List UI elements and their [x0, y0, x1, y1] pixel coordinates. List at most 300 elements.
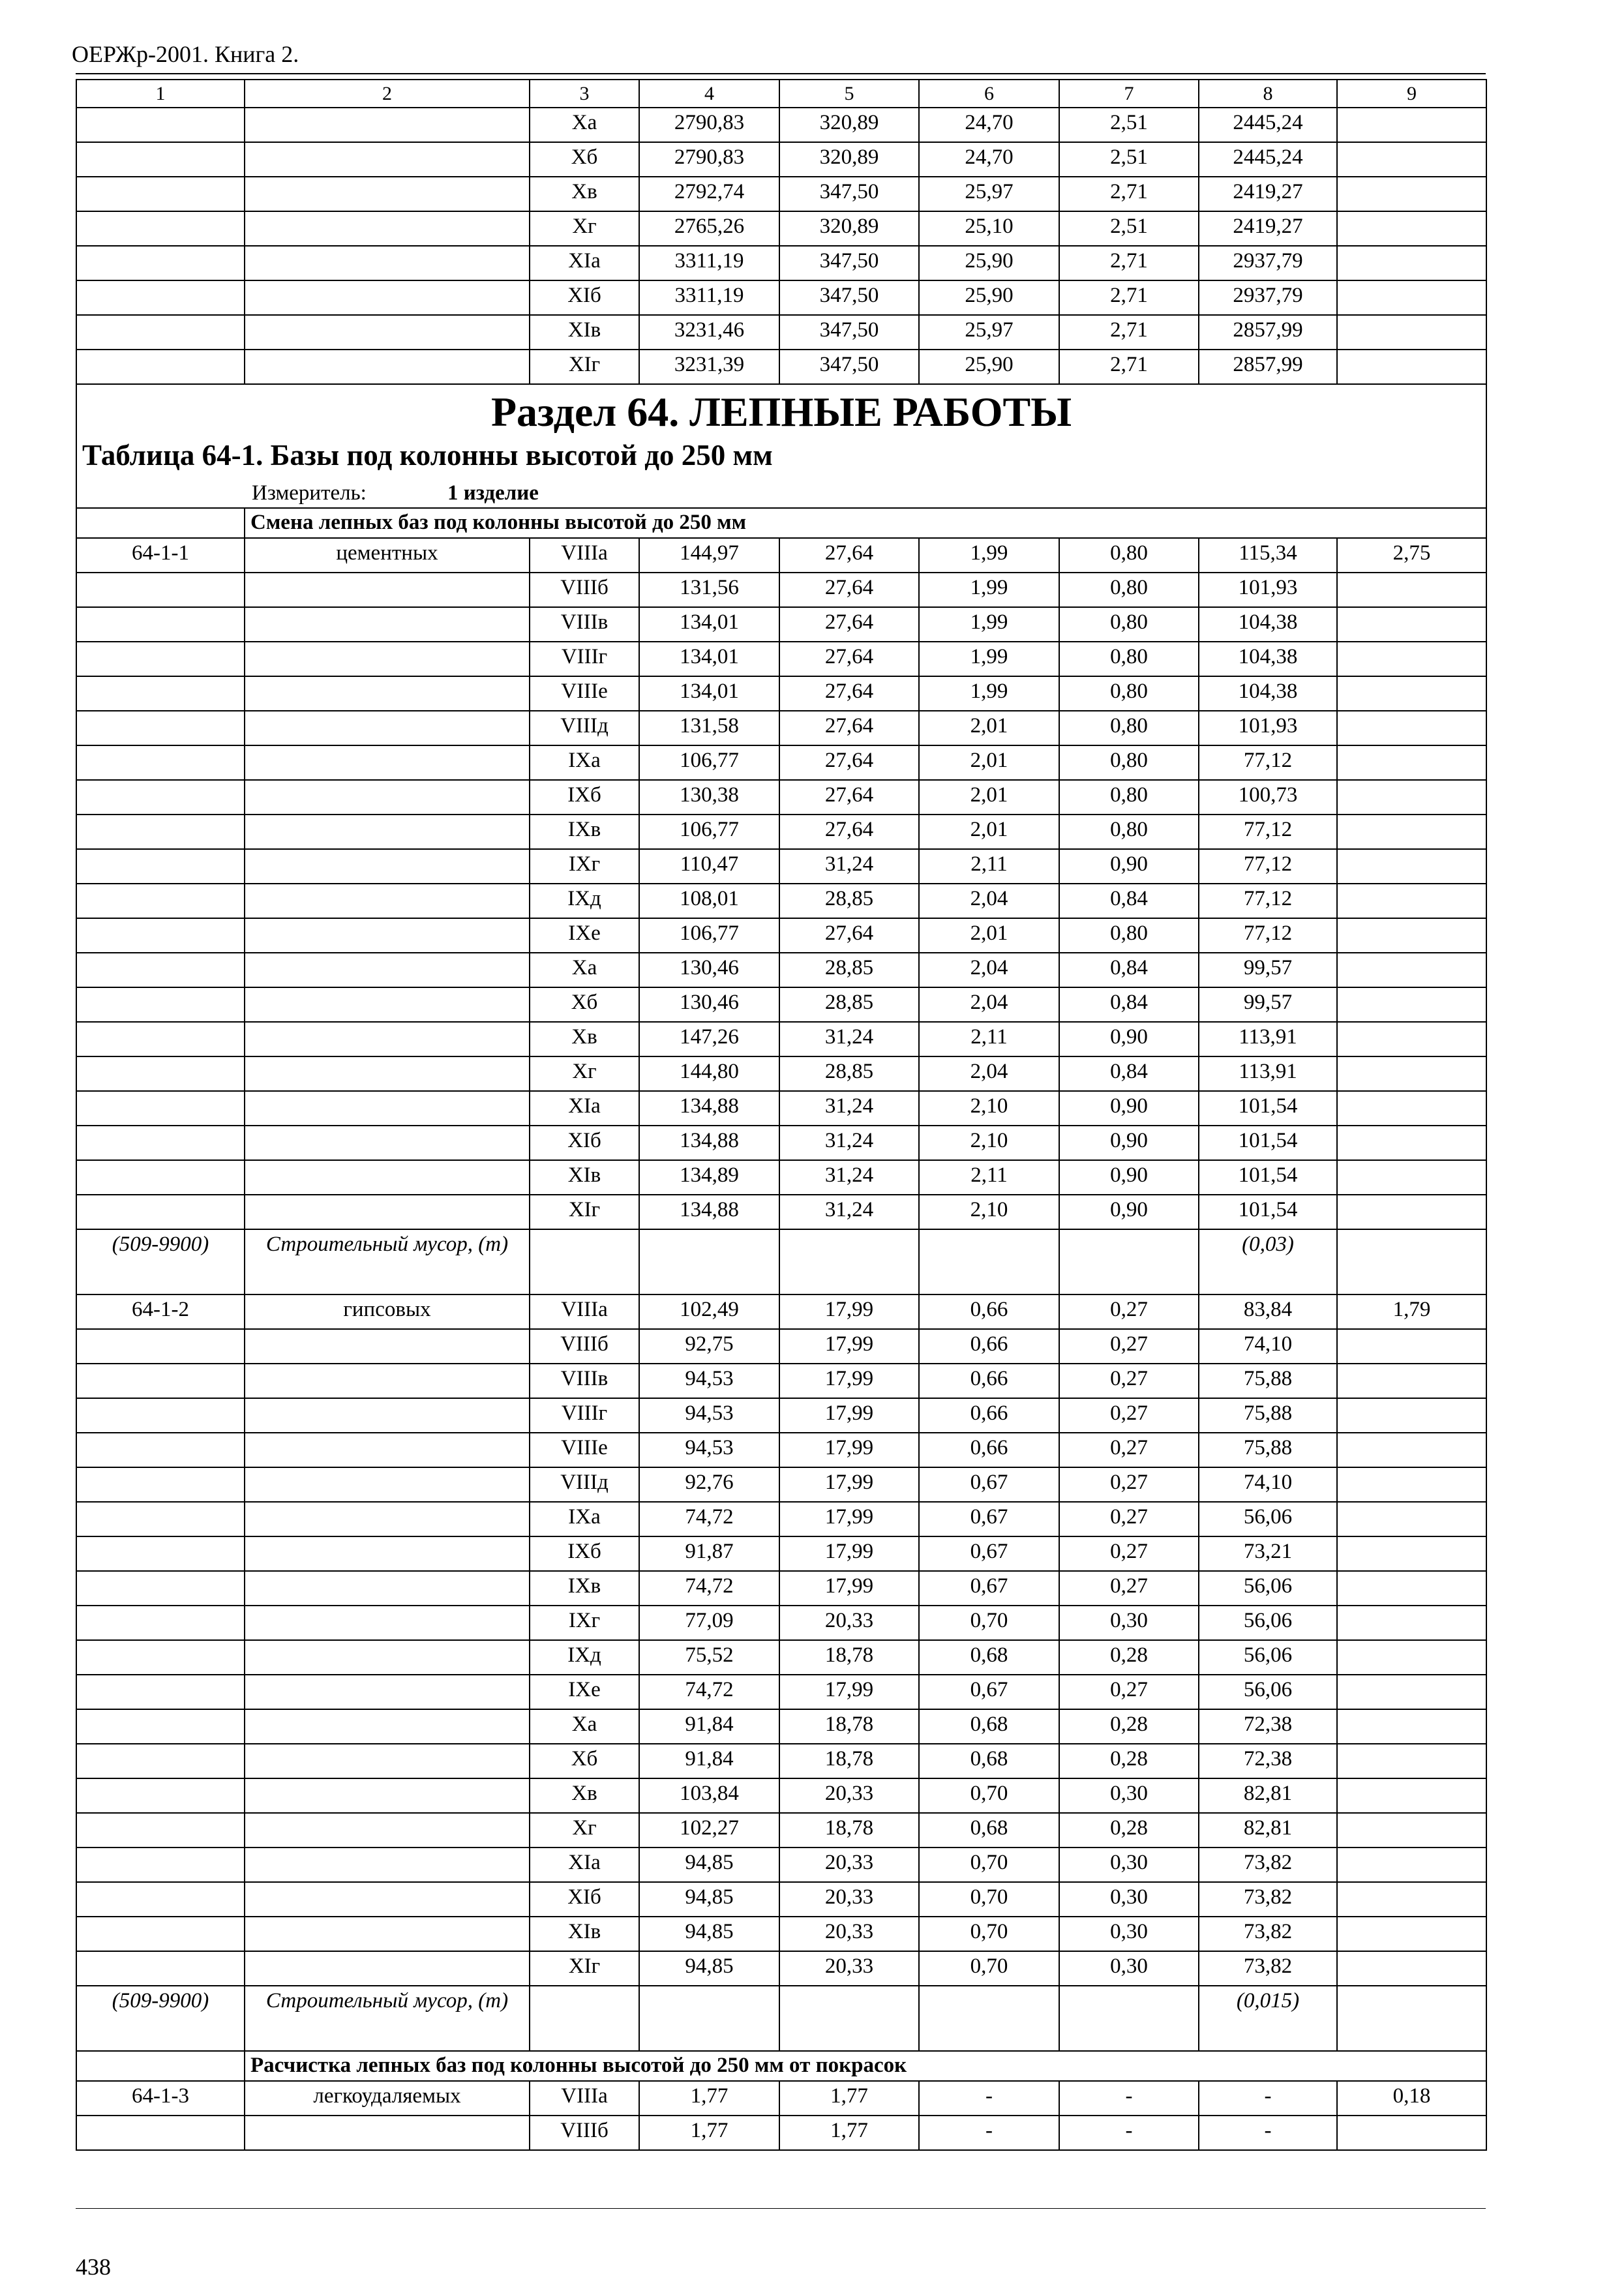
- code-cell: [76, 1502, 245, 1536]
- rate-row: [76, 538, 1486, 573]
- col-5-value: 28,85: [779, 1056, 919, 1091]
- col-5-value: 17,99: [779, 1536, 919, 1571]
- col-9-cell: [1337, 1986, 1486, 2051]
- col-8-value: 77,12: [1199, 884, 1337, 918]
- rate-row: [76, 2116, 1486, 2150]
- class-code: VIIIа: [530, 1294, 639, 1329]
- code-cell: [76, 1778, 245, 1813]
- rate-row: [76, 1536, 1486, 1571]
- class-code: ХIа: [530, 1848, 639, 1882]
- col-7-value: 0,27: [1059, 1467, 1199, 1502]
- col-5-value: 347,50: [779, 177, 919, 211]
- rate-row: [76, 1675, 1486, 1709]
- name-cell: [245, 211, 530, 246]
- name-cell: [245, 745, 530, 780]
- col-6-value: 0,67: [919, 1571, 1059, 1606]
- col-6-value: 2,11: [919, 849, 1059, 884]
- code-cell: [76, 1951, 245, 1986]
- col-5-value: 17,99: [779, 1433, 919, 1467]
- col-9-cell: [1337, 2116, 1486, 2150]
- col-4-value: 144,80: [639, 1056, 779, 1091]
- col-9-cell: [1337, 953, 1486, 987]
- col-5-value: 347,50: [779, 246, 919, 280]
- col-6-value: 0,70: [919, 1882, 1059, 1917]
- col-8-value: 104,38: [1199, 676, 1337, 711]
- rate-name: гипсовых: [245, 1294, 530, 1329]
- col-7-value: 0,80: [1059, 815, 1199, 849]
- class-code: IХв: [530, 1571, 639, 1606]
- col-7-value: 0,90: [1059, 1195, 1199, 1229]
- col-7-value: 0,27: [1059, 1571, 1199, 1606]
- name-cell: [245, 1882, 530, 1917]
- continuation-row: [76, 280, 1486, 315]
- code-cell: [76, 142, 245, 177]
- col-4-value: 134,88: [639, 1195, 779, 1229]
- measure-row: [76, 480, 1486, 508]
- col-7-value: 0,84: [1059, 1056, 1199, 1091]
- col-5-value: 20,33: [779, 1848, 919, 1882]
- col-9-cell: [1337, 211, 1486, 246]
- col-5-value: 20,33: [779, 1951, 919, 1986]
- rate-row: [76, 815, 1486, 849]
- col-9-cell: [1337, 1709, 1486, 1744]
- col-5-value: 1,77: [779, 2081, 919, 2116]
- rate-row: [76, 1022, 1486, 1056]
- col-4-value: 130,38: [639, 780, 779, 815]
- col-7-value: 0,80: [1059, 642, 1199, 676]
- code-cell: [76, 884, 245, 918]
- col-9-cell: [1337, 745, 1486, 780]
- col-6-value: 2,10: [919, 1195, 1059, 1229]
- col-4-value: 2792,74: [639, 177, 779, 211]
- rate-row: [76, 1606, 1486, 1640]
- code-cell: [76, 676, 245, 711]
- col-4-value: 3311,19: [639, 246, 779, 280]
- running-header: ОЕРЖр-2001. Книга 2.: [72, 41, 299, 67]
- rate-code: 64-1-3: [76, 2081, 245, 2116]
- col-5-value: 17,99: [779, 1294, 919, 1329]
- name-cell: [245, 350, 530, 384]
- code-cell: [76, 1126, 245, 1160]
- rate-row: [76, 711, 1486, 745]
- name-cell: [245, 1056, 530, 1091]
- col-4-value: 106,77: [639, 745, 779, 780]
- col-8-value: 75,88: [1199, 1398, 1337, 1433]
- code-cell: [76, 1091, 245, 1126]
- col-4-value: 134,88: [639, 1091, 779, 1126]
- name-cell: [245, 1709, 530, 1744]
- class-code: Хв: [530, 177, 639, 211]
- name-cell: [245, 1364, 530, 1398]
- col-8-value: 99,57: [1199, 953, 1337, 987]
- class-code: IХв: [530, 815, 639, 849]
- name-cell: [245, 1813, 530, 1848]
- measure-value: 1 изделие: [447, 481, 539, 505]
- col-8-value: 77,12: [1199, 849, 1337, 884]
- col-5-value: 17,99: [779, 1675, 919, 1709]
- col-4-value: 147,26: [639, 1022, 779, 1056]
- class-code: IХд: [530, 1640, 639, 1675]
- code-cell: [76, 849, 245, 884]
- code-cell: [76, 1536, 245, 1571]
- rate-row: [76, 1571, 1486, 1606]
- rate-row: [76, 607, 1486, 642]
- col-7-value: 0,80: [1059, 607, 1199, 642]
- col-9-cell: [1337, 918, 1486, 953]
- col-4-value: 134,89: [639, 1160, 779, 1195]
- col-6-value: 2,10: [919, 1126, 1059, 1160]
- col-6-value: 0,68: [919, 1744, 1059, 1778]
- col-7-value: 2,71: [1059, 177, 1199, 211]
- col-9-cell: [1337, 1195, 1486, 1229]
- col-8-value: 73,82: [1199, 1951, 1337, 1986]
- col-9-cell: [1337, 780, 1486, 815]
- class-code: Хб: [530, 142, 639, 177]
- rate-row: [76, 1126, 1486, 1160]
- col-9-cell: [1337, 1640, 1486, 1675]
- col-6-value: 2,10: [919, 1091, 1059, 1126]
- col-4-value: 91,87: [639, 1536, 779, 1571]
- col-7-value: 0,90: [1059, 1091, 1199, 1126]
- name-cell: [245, 1536, 530, 1571]
- col-5-value: 347,50: [779, 350, 919, 384]
- col-5-value: 17,99: [779, 1329, 919, 1364]
- col-9-cell: [1337, 987, 1486, 1022]
- rate-row: [76, 849, 1486, 884]
- col-8-value: 99,57: [1199, 987, 1337, 1022]
- col-9-cell: [1337, 1882, 1486, 1917]
- col-9-cell: [1337, 1951, 1486, 1986]
- col-7-value: 0,30: [1059, 1778, 1199, 1813]
- continuation-row: [76, 350, 1486, 384]
- class-code: IХа: [530, 1502, 639, 1536]
- col-5-value: 31,24: [779, 849, 919, 884]
- col-8-value: 101,54: [1199, 1195, 1337, 1229]
- col-4-value: 92,75: [639, 1329, 779, 1364]
- col-4-value: 108,01: [639, 884, 779, 918]
- code-cell: [76, 1364, 245, 1398]
- col-7-value: 0,27: [1059, 1675, 1199, 1709]
- rate-row: [76, 1329, 1486, 1364]
- col-7-value: 0,30: [1059, 1951, 1199, 1986]
- table-bottom-rule: [76, 2208, 1486, 2209]
- col-7-value: 0,84: [1059, 884, 1199, 918]
- class-code: VIIIд: [530, 711, 639, 745]
- col-9-cell: [1337, 1778, 1486, 1813]
- column-number-row: [76, 80, 1486, 108]
- col-4-value: 103,84: [639, 1778, 779, 1813]
- col-9-cell: [1337, 1606, 1486, 1640]
- col-4-value: 2765,26: [639, 211, 779, 246]
- col-9-cell: [1337, 711, 1486, 745]
- col-6-value: 2,01: [919, 745, 1059, 780]
- col-6-value: -: [919, 2116, 1059, 2150]
- col-5-value: 18,78: [779, 1640, 919, 1675]
- col-5-value: 27,64: [779, 573, 919, 607]
- col-9-cell: [1337, 280, 1486, 315]
- col-4-value: 92,76: [639, 1467, 779, 1502]
- group-heading: Смена лепных баз под колонны высотой до 250 мм: [245, 508, 1486, 538]
- col-8-value: 113,91: [1199, 1022, 1337, 1056]
- col-4-value: 2790,83: [639, 142, 779, 177]
- name-cell: [245, 280, 530, 315]
- col-6-value: 2,04: [919, 953, 1059, 987]
- col-6-value: 0,67: [919, 1467, 1059, 1502]
- col-7-value: 0,27: [1059, 1433, 1199, 1467]
- table-title-row: [76, 434, 1486, 480]
- col-5-value: 27,64: [779, 745, 919, 780]
- rate-row: [76, 1813, 1486, 1848]
- col-5-value: 18,78: [779, 1744, 919, 1778]
- col-7-value: 0,27: [1059, 1502, 1199, 1536]
- col-7-value: 0,27: [1059, 1329, 1199, 1364]
- measure-unit: [76, 480, 1486, 508]
- rate-row: [76, 1709, 1486, 1744]
- col-5-value: 31,24: [779, 1126, 919, 1160]
- col-9-cell: [1337, 642, 1486, 676]
- col-6-value: 25,10: [919, 211, 1059, 246]
- code-cell: [76, 1606, 245, 1640]
- col-8-value: 77,12: [1199, 745, 1337, 780]
- col-8-value: 2857,99: [1199, 350, 1337, 384]
- col-9-value: 1,79: [1337, 1294, 1486, 1329]
- code-cell: [76, 573, 245, 607]
- class-code: Хг: [530, 1813, 639, 1848]
- class-code: Хв: [530, 1022, 639, 1056]
- col-9-cell: [1337, 1848, 1486, 1882]
- col-8-value: 104,38: [1199, 642, 1337, 676]
- col-8-value: 104,38: [1199, 607, 1337, 642]
- continuation-row: [76, 142, 1486, 177]
- code-cell: [76, 642, 245, 676]
- col-8-value: -: [1199, 2116, 1337, 2150]
- name-cell: [245, 1606, 530, 1640]
- name-cell: [245, 953, 530, 987]
- rate-row: [76, 745, 1486, 780]
- col-4-value: 2790,83: [639, 108, 779, 142]
- rate-name: цементных: [245, 538, 530, 573]
- code-cell: [76, 918, 245, 953]
- col-8-value: 2419,27: [1199, 177, 1337, 211]
- col-7-value: 2,71: [1059, 350, 1199, 384]
- col-5-value: 17,99: [779, 1467, 919, 1502]
- col-5-value: 20,33: [779, 1778, 919, 1813]
- group-heading-spacer: [76, 2051, 245, 2081]
- col-6-value: 0,68: [919, 1640, 1059, 1675]
- col-6-value: 0,70: [919, 1951, 1059, 1986]
- col-7-value: 2,51: [1059, 142, 1199, 177]
- rate-row: [76, 1640, 1486, 1675]
- col-5-value: 28,85: [779, 987, 919, 1022]
- col-9-cell: [1337, 884, 1486, 918]
- name-cell: [245, 1433, 530, 1467]
- col-8-value: 2857,99: [1199, 315, 1337, 350]
- class-code: VIIIе: [530, 676, 639, 711]
- col-8-value: 75,88: [1199, 1433, 1337, 1467]
- col-6-value: 1,99: [919, 642, 1059, 676]
- debris-row: [76, 1229, 1486, 1294]
- rate-row: [76, 780, 1486, 815]
- continuation-row: [76, 177, 1486, 211]
- col-6-value: 2,01: [919, 711, 1059, 745]
- class-code: IХг: [530, 849, 639, 884]
- class-code: IХе: [530, 918, 639, 953]
- name-cell: [245, 246, 530, 280]
- col-6-value: -: [919, 2081, 1059, 2116]
- name-cell: [245, 676, 530, 711]
- col-8-value: 101,93: [1199, 711, 1337, 745]
- group-heading-spacer: [76, 508, 245, 538]
- col-5-value: 27,64: [779, 780, 919, 815]
- rate-row: [76, 1056, 1486, 1091]
- col-7-value: 0,28: [1059, 1640, 1199, 1675]
- col-4-value: 91,84: [639, 1744, 779, 1778]
- rate-row: [76, 2081, 1486, 2116]
- code-cell: [76, 1195, 245, 1229]
- col-4-value: 3311,19: [639, 280, 779, 315]
- code-cell: [76, 246, 245, 280]
- col-6-value: 25,90: [919, 246, 1059, 280]
- col-4-value: 134,01: [639, 676, 779, 711]
- name-cell: [245, 1091, 530, 1126]
- rate-row: [76, 1294, 1486, 1329]
- debris-code: (509-9900): [76, 1986, 245, 2051]
- col-6-value: 25,90: [919, 350, 1059, 384]
- col-5-value: 18,78: [779, 1813, 919, 1848]
- rate-row: [76, 1433, 1486, 1467]
- col-8-value: 73,82: [1199, 1882, 1337, 1917]
- col-7-value: 0,27: [1059, 1294, 1199, 1329]
- col-7-value: 0,28: [1059, 1744, 1199, 1778]
- code-cell: [76, 2116, 245, 2150]
- rate-row: [76, 1195, 1486, 1229]
- col-8-value: 115,34: [1199, 538, 1337, 573]
- col-4-value: 74,72: [639, 1502, 779, 1536]
- class-code: VIIIе: [530, 1433, 639, 1467]
- col-6-value: 2,01: [919, 815, 1059, 849]
- rate-row: [76, 676, 1486, 711]
- col-6-value: 25,97: [919, 315, 1059, 350]
- col-9-cell: [1337, 350, 1486, 384]
- name-cell: [245, 1917, 530, 1951]
- col-4-value: 1,77: [639, 2081, 779, 2116]
- col-8-value: 2419,27: [1199, 211, 1337, 246]
- code-cell: [76, 315, 245, 350]
- name-cell: [245, 142, 530, 177]
- class-code: ХIб: [530, 280, 639, 315]
- group-heading-row: [76, 2051, 1486, 2081]
- class-code: Хв: [530, 1778, 639, 1813]
- col-6-value: 2,11: [919, 1160, 1059, 1195]
- col-9-cell: [1337, 1126, 1486, 1160]
- name-cell: [245, 1848, 530, 1882]
- col-6-value: 2,01: [919, 780, 1059, 815]
- class-code: Ха: [530, 108, 639, 142]
- col-7-value: 0,80: [1059, 780, 1199, 815]
- col-6-value: 0,67: [919, 1675, 1059, 1709]
- col-7-value: -: [1059, 2116, 1199, 2150]
- col-5-value: 28,85: [779, 953, 919, 987]
- class-code: ХIг: [530, 1951, 639, 1986]
- col-7-value: 2,51: [1059, 211, 1199, 246]
- code-cell: [76, 211, 245, 246]
- col-9-cell: [1337, 849, 1486, 884]
- col-7-value: 0,90: [1059, 1022, 1199, 1056]
- header-rule: [76, 73, 1486, 74]
- col-9-cell: [1337, 1160, 1486, 1195]
- col-9-cell: [1337, 177, 1486, 211]
- col-7-value: 0,80: [1059, 573, 1199, 607]
- col-8-value: 2937,79: [1199, 246, 1337, 280]
- class-code: VIIIв: [530, 607, 639, 642]
- name-cell: [245, 642, 530, 676]
- col-6-value: 0,66: [919, 1294, 1059, 1329]
- column-number: 6: [919, 80, 1059, 108]
- empty-cell: [779, 1986, 919, 2051]
- col-7-value: 0,80: [1059, 676, 1199, 711]
- class-code: Хб: [530, 1744, 639, 1778]
- name-cell: [245, 1778, 530, 1813]
- code-cell: [76, 1329, 245, 1364]
- col-4-value: 130,46: [639, 953, 779, 987]
- col-9-cell: [1337, 1467, 1486, 1502]
- name-cell: [245, 1126, 530, 1160]
- empty-cell: [919, 1229, 1059, 1294]
- col-5-value: 20,33: [779, 1917, 919, 1951]
- empty-cell: [1059, 1229, 1199, 1294]
- col-5-value: 27,64: [779, 711, 919, 745]
- rate-row: [76, 642, 1486, 676]
- name-cell: [245, 177, 530, 211]
- debris-value: (0,03): [1199, 1229, 1337, 1294]
- class-code: ХIв: [530, 315, 639, 350]
- col-6-value: 2,04: [919, 987, 1059, 1022]
- col-4-value: 144,97: [639, 538, 779, 573]
- class-code: Хб: [530, 987, 639, 1022]
- col-5-value: 27,64: [779, 538, 919, 573]
- name-cell: [245, 1744, 530, 1778]
- col-4-value: 94,85: [639, 1882, 779, 1917]
- col-5-value: 31,24: [779, 1195, 919, 1229]
- col-9-cell: [1337, 1917, 1486, 1951]
- col-6-value: 0,70: [919, 1848, 1059, 1882]
- col-6-value: 0,67: [919, 1536, 1059, 1571]
- rate-row: [76, 1951, 1486, 1986]
- name-cell: [245, 1675, 530, 1709]
- col-7-value: 2,51: [1059, 108, 1199, 142]
- col-9-cell: [1337, 1056, 1486, 1091]
- name-cell: [245, 315, 530, 350]
- col-5-value: 27,64: [779, 815, 919, 849]
- code-cell: [76, 177, 245, 211]
- col-7-value: 0,30: [1059, 1848, 1199, 1882]
- col-9-cell: [1337, 246, 1486, 280]
- code-cell: [76, 1467, 245, 1502]
- name-cell: [245, 884, 530, 918]
- col-4-value: 77,09: [639, 1606, 779, 1640]
- section-title: Раздел 64. ЛЕПНЫЕ РАБОТЫ: [76, 384, 1486, 434]
- col-8-value: 74,10: [1199, 1467, 1337, 1502]
- class-code: IХг: [530, 1606, 639, 1640]
- col-4-value: 106,77: [639, 815, 779, 849]
- code-cell: [76, 1744, 245, 1778]
- code-cell: [76, 815, 245, 849]
- class-code: ХIа: [530, 1091, 639, 1126]
- col-8-value: 2445,24: [1199, 108, 1337, 142]
- col-8-value: 73,82: [1199, 1848, 1337, 1882]
- class-code: IХа: [530, 745, 639, 780]
- col-5-value: 320,89: [779, 108, 919, 142]
